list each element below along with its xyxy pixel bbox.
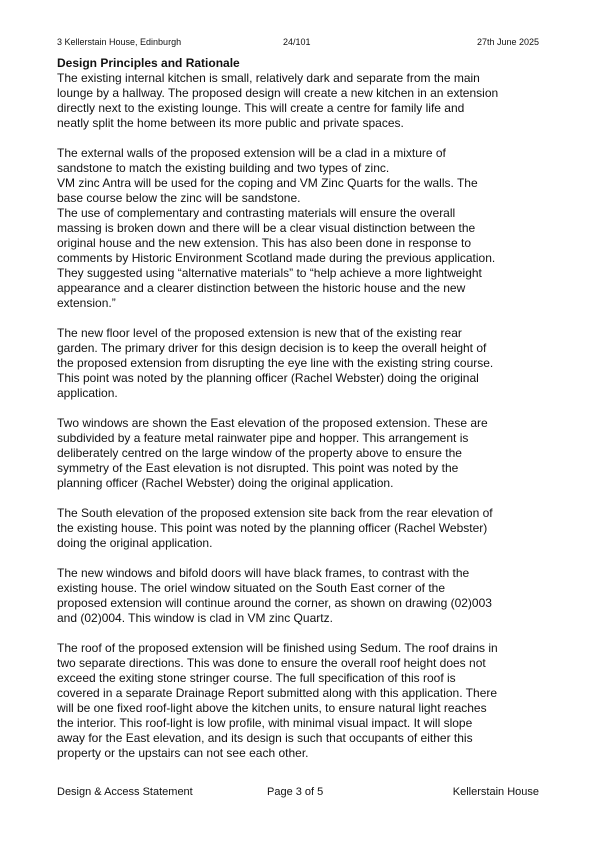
paragraph-line: lounge by a hallway. The proposed design will create a new kitchen in an extension: [57, 86, 499, 100]
paragraph-line: existing house. The oriel window situated on the South East corner of the: [57, 581, 446, 595]
paragraph-line: the existing house. This point was noted by the planning officer (Rachel Webster): [57, 521, 488, 535]
paragraph: [57, 566, 542, 626]
paragraph-line: extension.”: [57, 296, 116, 310]
paragraph-line: the interior. This roof-light is low profile, with minimal visual impact. It will slope: [57, 716, 473, 730]
paragraph: [57, 146, 542, 311]
header-date: 27th June 2025: [476, 37, 539, 47]
document-body: [57, 56, 542, 776]
paragraph-line: will be one fixed roof-light above the kitchen units, to ensure natural light reaches: [57, 701, 487, 715]
footer-project-name: Kellerstain House: [452, 786, 539, 798]
header-address: 3 Kellerstain House, Edinburgh: [57, 37, 182, 47]
paragraph-line: planning officer (Rachel Webster) doing the original application.: [57, 476, 394, 490]
paragraph-line: covered in a separate Drainage Report submitted along with this application. There: [57, 686, 498, 700]
paragraphs: [57, 71, 542, 761]
paragraph-line: base course below the zinc will be sandstone.: [57, 191, 301, 205]
paragraph-line: appearance and a clearer distinction between the historic house and the new: [57, 281, 466, 295]
paragraph-line: the proposed extension from disrupting the eye line with the existing string course.: [57, 356, 494, 370]
paragraph-line: The external walls of the proposed extension will be a clad in a mixture of: [57, 146, 446, 160]
paragraph-line: The South elevation of the proposed extension site back from the rear elevation of: [57, 506, 493, 520]
paragraph: [57, 416, 542, 491]
paragraph-line: away for the East elevation, and its design is such that occupants of either this: [57, 731, 473, 745]
page-header: [57, 36, 539, 50]
paragraph-line: massing is broken down and there will be a clear visual distinction between the: [57, 221, 476, 235]
paragraph-line: symmetry of the East elevation is not disrupted. This point was noted by the: [57, 461, 459, 475]
paragraph-line: directly next to the existing lounge. This will create a centre for family life and: [57, 101, 465, 115]
paragraph: [57, 326, 542, 401]
paragraph-line: They suggested using “alternative materials” to “help achieve a more lightweight: [57, 266, 482, 280]
paragraph: [57, 71, 542, 131]
header-reference: 24/101: [283, 37, 311, 47]
page-footer: [57, 785, 539, 801]
paragraph-line: The existing internal kitchen is small, relatively dark and separate from the main: [57, 71, 480, 85]
paragraph: [57, 641, 542, 761]
paragraph-line: proposed extension will continue around the corner, as shown on drawing (02)003: [57, 596, 492, 610]
paragraph-line: subdivided by a feature metal rainwater pipe and hopper. This arrangement is: [57, 431, 469, 445]
paragraph-line: garden. The primary driver for this design decision is to keep the overall height of: [57, 341, 487, 355]
paragraph-line: property or the upstairs can not see each other.: [57, 746, 309, 760]
paragraph-line: VM zinc Antra will be used for the coping and VM Zinc Quarts for the walls. The: [57, 176, 478, 190]
paragraph-line: The new windows and bifold doors will have black frames, to contrast with the: [57, 566, 470, 580]
paragraph-line: application.: [57, 386, 118, 400]
paragraph-line: neatly split the home between its more public and private spaces.: [57, 116, 404, 130]
footer-document-name: Design & Access Statement: [57, 786, 193, 798]
paragraph-line: and (02)004. This window is clad in VM zinc Quartz.: [57, 611, 333, 625]
paragraph-line: two separate directions. This was done to ensure the overall roof height does not: [57, 656, 486, 670]
paragraph-line: The use of complementary and contrasting materials will ensure the overall: [57, 206, 456, 220]
paragraph-line: The roof of the proposed extension will be finished using Sedum. The roof drains in: [57, 641, 498, 655]
paragraph-line: comments by Historic Environment Scotland made during the previous application.: [57, 251, 496, 265]
paragraph-line: doing the original application.: [57, 536, 213, 550]
paragraph-line: The new floor level of the proposed extension is new that of the existing rear: [57, 326, 462, 340]
footer-page-number: Page 3 of 5: [267, 786, 324, 798]
paragraph-line: exceed the exiting stone stringer course. The full specification of this roof is: [57, 671, 456, 685]
section-title: Design Principles and Rationale: [57, 56, 240, 70]
paragraph-line: sandstone to match the existing building and two types of zinc.: [57, 161, 390, 175]
paragraph-line: deliberately centred on the large window of the property above to ensure the: [57, 446, 462, 460]
paragraph-line: original house and the new extension. This has also been done in response to: [57, 236, 472, 250]
paragraph-line: This point was noted by the planning officer (Rachel Webster) doing the original: [57, 371, 479, 385]
paragraph-line: Two windows are shown the East elevation of the proposed extension. These are: [57, 416, 488, 430]
paragraph: [57, 506, 542, 551]
